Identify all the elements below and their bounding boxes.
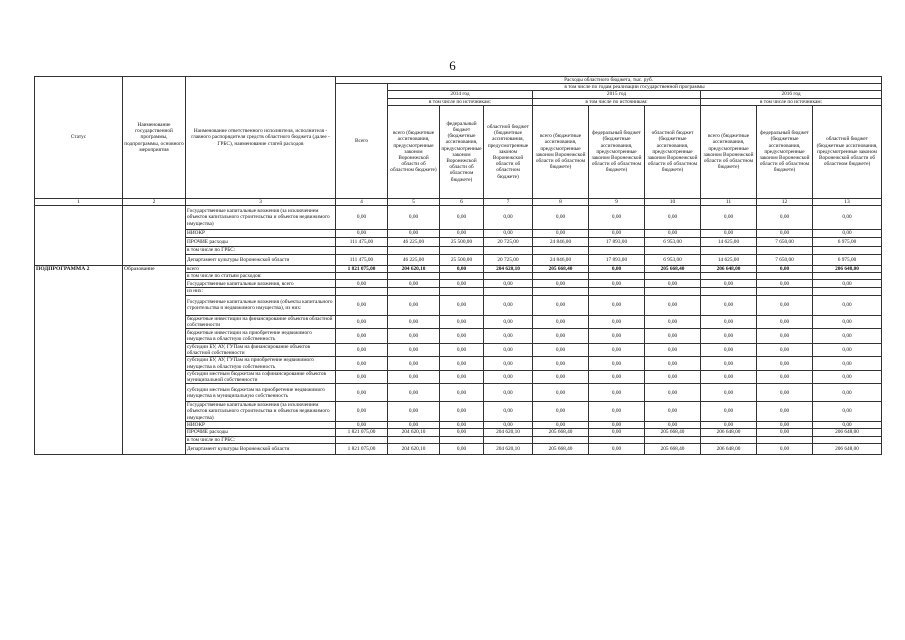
row-value: 0,00 xyxy=(757,266,813,273)
row-value: 0,00 xyxy=(645,357,701,370)
row-value: 0,00 xyxy=(589,266,645,273)
row-value: 0,00 xyxy=(336,329,388,344)
row-value: 0,00 xyxy=(813,280,882,288)
row-value: 0,00 xyxy=(336,402,388,422)
row-value: 0,00 xyxy=(484,315,533,328)
row-value: 6 953,00 xyxy=(645,238,701,247)
subprogram-name: Образование xyxy=(123,266,186,455)
row-value: 0,00 xyxy=(533,370,589,383)
row-value: 0,00 xyxy=(813,230,882,238)
header-federal-2014: федеральный бюджет (бюджетные ассигнования, предусмотренные законом Воронежской области об областном бюджете) xyxy=(440,105,484,198)
row-value: 0,00 xyxy=(440,444,484,455)
header-expenses: Расходы областного бюджета, тыс. руб. xyxy=(336,77,882,84)
header-all-2016: всего (бюджетные ассигнования, предусмотренные законом Воронежской области об областном бюджете) xyxy=(701,105,757,198)
row-value xyxy=(813,288,882,295)
row-value: 0,00 xyxy=(533,206,589,230)
row-value: 0,00 xyxy=(757,315,813,328)
row-value: 0,00 xyxy=(484,357,533,370)
row-value: 206 648,00 xyxy=(813,444,882,455)
row-value: 0,00 xyxy=(589,402,645,422)
row-value: 0,00 xyxy=(589,329,645,344)
row-value xyxy=(336,247,388,255)
row-value xyxy=(813,273,882,280)
row-value: 111 475,00 xyxy=(336,255,388,266)
row-value xyxy=(813,247,882,255)
row-value: 1 821 075,00 xyxy=(336,444,388,455)
row-value: 205 668,40 xyxy=(533,429,589,437)
row-value: 205 668,40 xyxy=(533,444,589,455)
row-value: 0,00 xyxy=(533,230,589,238)
row-value: 0,00 xyxy=(336,357,388,370)
row-value: 0,00 xyxy=(645,370,701,383)
column-number: 6 xyxy=(440,198,484,205)
row-value: 204 620,10 xyxy=(484,266,533,273)
empty-status-cell xyxy=(35,206,123,266)
header-by-years: в том числе по годам реализации государственной программы xyxy=(388,84,882,91)
row-value: 0,00 xyxy=(701,384,757,402)
row-value: 0,00 xyxy=(701,421,757,428)
header-regional-2016: областной бюджет (бюджетные ассигнования, предусмотренные законом Воронежской области об областном бюджете) xyxy=(813,105,882,198)
row-value xyxy=(484,288,533,295)
row-label: ПРОЧИЕ расходы xyxy=(186,238,336,247)
row-value xyxy=(440,247,484,255)
row-label: субсидии БУ, АУ, ГУПам на приобретение недвижимого имущества в областную собственность xyxy=(186,357,336,370)
row-value: 0,00 xyxy=(813,384,882,402)
column-number: 2 xyxy=(123,198,186,205)
row-value: 0,00 xyxy=(589,357,645,370)
header-all-2015: всего (бюджетные ассигнования, предусмотренные законом Воронежской области об областном бюджете) xyxy=(533,105,589,198)
header-year-2015: 2015 год xyxy=(533,91,701,98)
row-value: 0,00 xyxy=(645,402,701,422)
row-value: 0,00 xyxy=(388,329,440,344)
row-value: 46 225,00 xyxy=(388,238,440,247)
row-value xyxy=(533,273,589,280)
row-value: 0,00 xyxy=(336,384,388,402)
row-value: 0,00 xyxy=(388,315,440,328)
row-value: 0,00 xyxy=(388,402,440,422)
row-value xyxy=(589,288,645,295)
row-value: 0,00 xyxy=(757,295,813,315)
row-value xyxy=(701,247,757,255)
row-value: 0,00 xyxy=(589,421,645,428)
row-value: 0,00 xyxy=(336,421,388,428)
row-value xyxy=(533,288,589,295)
row-value: 0,00 xyxy=(533,315,589,328)
header-total: Всего xyxy=(336,84,388,199)
row-value: 0,00 xyxy=(757,357,813,370)
row-value: 24 846,00 xyxy=(533,238,589,247)
column-number: 11 xyxy=(701,198,757,205)
row-value: 0,00 xyxy=(757,230,813,238)
row-value: 0,00 xyxy=(645,315,701,328)
row-value xyxy=(701,437,757,444)
row-value xyxy=(757,437,813,444)
header-sources-2016: в том числе по источникам: xyxy=(701,98,882,105)
row-value: 0,00 xyxy=(533,295,589,315)
row-value: 20 725,00 xyxy=(484,255,533,266)
row-value: 0,00 xyxy=(533,402,589,422)
row-value xyxy=(388,437,440,444)
column-number: 8 xyxy=(533,198,589,205)
row-value xyxy=(388,273,440,280)
header-regional-2015: областной бюджет (бюджетные ассигнования, предусмотренные законом Воронежской области об областном бюджете) xyxy=(645,105,701,198)
row-value: 0,00 xyxy=(757,429,813,437)
row-value xyxy=(645,288,701,295)
row-value: 0,00 xyxy=(645,206,701,230)
row-value: 0,00 xyxy=(589,444,645,455)
row-label: в том числе по статьям расходов: xyxy=(186,273,336,280)
table-body xyxy=(35,77,882,455)
row-value: 0,00 xyxy=(701,280,757,288)
row-value: 0,00 xyxy=(336,370,388,383)
row-value: 0,00 xyxy=(813,344,882,357)
row-value: 206 648,00 xyxy=(701,429,757,437)
row-value xyxy=(336,273,388,280)
row-value: 0,00 xyxy=(388,206,440,230)
row-value: 0,00 xyxy=(813,370,882,383)
row-value: 0,00 xyxy=(645,295,701,315)
row-value: 0,00 xyxy=(484,206,533,230)
row-value xyxy=(484,247,533,255)
row-value xyxy=(757,247,813,255)
row-value: 205 668,40 xyxy=(645,429,701,437)
column-number: 12 xyxy=(757,198,813,205)
row-value: 0,00 xyxy=(589,384,645,402)
row-value: 0,00 xyxy=(336,206,388,230)
row-value xyxy=(701,273,757,280)
row-value xyxy=(645,437,701,444)
row-value: 0,00 xyxy=(484,402,533,422)
header-status: Статус xyxy=(35,77,123,199)
row-value: 0,00 xyxy=(757,344,813,357)
row-value: 0,00 xyxy=(336,280,388,288)
row-value: 0,00 xyxy=(533,344,589,357)
column-number: 5 xyxy=(388,198,440,205)
row-value: 206 648,00 xyxy=(813,429,882,437)
row-label: субсидии БУ, АУ, ГУПам на финансирование объектов областной собственности xyxy=(186,344,336,357)
row-value: 206 648,00 xyxy=(701,266,757,273)
row-value: 0,00 xyxy=(645,421,701,428)
row-value: 0,00 xyxy=(440,295,484,315)
row-value: 0,00 xyxy=(645,344,701,357)
row-value: 0,00 xyxy=(440,429,484,437)
column-number: 9 xyxy=(589,198,645,205)
row-label: Государственные капитальные вложения (за исключением объектов капитального строительства и объектов недвижимого имущества) xyxy=(186,206,336,230)
row-value: 0,00 xyxy=(484,370,533,383)
row-value: 0,00 xyxy=(440,329,484,344)
row-value: 0,00 xyxy=(589,344,645,357)
row-value: 1 821 075,00 xyxy=(336,429,388,437)
column-number-row xyxy=(35,198,882,205)
row-value: 24 846,00 xyxy=(533,255,589,266)
row-value: 0,00 xyxy=(757,280,813,288)
row-value: 0,00 xyxy=(701,230,757,238)
row-label: бюджетные инвестиции на финансирование объектов областной собственности xyxy=(186,315,336,328)
row-value xyxy=(813,437,882,444)
row-value: 0,00 xyxy=(533,384,589,402)
row-value: 0,00 xyxy=(757,384,813,402)
row-value: 0,00 xyxy=(388,280,440,288)
row-value: 205 668,40 xyxy=(645,266,701,273)
row-value: 0,00 xyxy=(440,315,484,328)
empty-name-cell xyxy=(123,206,186,266)
row-value: 0,00 xyxy=(388,230,440,238)
row-value: 0,00 xyxy=(757,421,813,428)
column-number: 10 xyxy=(645,198,701,205)
row-value: 0,00 xyxy=(701,344,757,357)
row-label: Государственные капитальные вложения (объекты капитального строительства и недвижимого имущества), из них: xyxy=(186,295,336,315)
page-number: 6 xyxy=(449,58,456,73)
row-value: 0,00 xyxy=(701,357,757,370)
row-value: 0,00 xyxy=(388,384,440,402)
column-number: 7 xyxy=(484,198,533,205)
row-value: 0,00 xyxy=(813,315,882,328)
row-value xyxy=(440,437,484,444)
row-value: 0,00 xyxy=(440,421,484,428)
row-value: 204 620,10 xyxy=(484,429,533,437)
row-value: 0,00 xyxy=(440,384,484,402)
row-value xyxy=(645,273,701,280)
row-value: 0,00 xyxy=(701,315,757,328)
row-value: 0,00 xyxy=(336,230,388,238)
row-value: 0,00 xyxy=(440,344,484,357)
row-value xyxy=(388,288,440,295)
row-value: 0,00 xyxy=(645,230,701,238)
row-value: 14 625,00 xyxy=(701,238,757,247)
row-label: из них: xyxy=(186,288,336,295)
row-value xyxy=(645,247,701,255)
row-value: 0,00 xyxy=(440,230,484,238)
row-value: 14 625,00 xyxy=(701,255,757,266)
row-value: 0,00 xyxy=(701,295,757,315)
row-value: 206 648,00 xyxy=(813,266,882,273)
column-number: 13 xyxy=(813,198,882,205)
row-value xyxy=(589,247,645,255)
column-number: 3 xyxy=(186,198,336,205)
row-value: 0,00 xyxy=(484,384,533,402)
row-value: 204 620,10 xyxy=(484,444,533,455)
row-value: 0,00 xyxy=(440,280,484,288)
row-value: 0,00 xyxy=(533,357,589,370)
row-value: 0,00 xyxy=(701,329,757,344)
header-year-2016: 2016 год xyxy=(701,91,882,98)
row-value: 0,00 xyxy=(440,402,484,422)
row-value: 0,00 xyxy=(589,280,645,288)
row-value xyxy=(484,273,533,280)
row-value: 7 650,00 xyxy=(757,238,813,247)
row-label: Департамент культуры Воронежской области xyxy=(186,444,336,455)
row-label: субсидии местным бюджетам на приобретение недвижимого имущества в муниципальную собственность xyxy=(186,384,336,402)
row-value xyxy=(336,437,388,444)
row-value: 0,00 xyxy=(813,421,882,428)
row-value: 0,00 xyxy=(533,280,589,288)
row-value: 0,00 xyxy=(533,329,589,344)
row-value: 0,00 xyxy=(440,266,484,273)
row-value: 0,00 xyxy=(388,370,440,383)
row-value: 0,00 xyxy=(336,315,388,328)
row-value: 0,00 xyxy=(388,421,440,428)
row-value: 205 668,40 xyxy=(645,444,701,455)
header-executor: Наименование ответственного исполнителя, исполнителя - главного распорядителя средств областного бюджета (далее - ГРБС), наименование статей расходов xyxy=(186,77,336,199)
header-sources-2014: в том числе по источникам: xyxy=(388,98,533,105)
row-value: 6 975,00 xyxy=(813,255,882,266)
row-value: 0,00 xyxy=(533,421,589,428)
row-value: 0,00 xyxy=(388,344,440,357)
row-value: 0,00 xyxy=(589,295,645,315)
row-value: 204 620,10 xyxy=(388,429,440,437)
row-label: субсидии местным бюджетам на софинансирование объектов муниципальной собственности xyxy=(186,370,336,383)
row-value: 0,00 xyxy=(440,357,484,370)
row-value: 0,00 xyxy=(701,402,757,422)
row-value: 0,00 xyxy=(813,357,882,370)
row-value: 17 893,00 xyxy=(589,238,645,247)
row-label: Государственные капитальные вложения, всего xyxy=(186,280,336,288)
row-value: 0,00 xyxy=(813,329,882,344)
row-value: 0,00 xyxy=(813,295,882,315)
row-value: 0,00 xyxy=(388,357,440,370)
column-number: 1 xyxy=(35,198,123,205)
row-label: в том числе по ГРБС: xyxy=(186,247,336,255)
table-row xyxy=(35,206,882,230)
row-value: 0,00 xyxy=(645,329,701,344)
row-value: 0,00 xyxy=(645,384,701,402)
row-value: 204 620,10 xyxy=(388,266,440,273)
row-value: 0,00 xyxy=(484,344,533,357)
row-value: 6 975,00 xyxy=(813,238,882,247)
header-all-2014: всего (бюджетные ассигнования, предусмотренные законом Воронежской области об областном бюджете) xyxy=(388,105,440,198)
row-value: 206 648,00 xyxy=(701,444,757,455)
row-value: 0,00 xyxy=(440,206,484,230)
row-label: Департамент культуры Воронежской области xyxy=(186,255,336,266)
row-value: 0,00 xyxy=(336,344,388,357)
row-value: 6 953,00 xyxy=(645,255,701,266)
table-row xyxy=(35,266,882,273)
header-sources-2015: в том числе по источникам: xyxy=(533,98,701,105)
row-value: 0,00 xyxy=(813,402,882,422)
row-value: 204 620,10 xyxy=(388,444,440,455)
row-value: 0,00 xyxy=(757,206,813,230)
row-value xyxy=(440,273,484,280)
row-value: 0,00 xyxy=(336,295,388,315)
row-label: НИОКР xyxy=(186,421,336,428)
budget-table xyxy=(34,76,882,455)
row-value: 0,00 xyxy=(757,444,813,455)
row-value: 1 821 075,00 xyxy=(336,266,388,273)
row-value: 0,00 xyxy=(701,370,757,383)
row-value xyxy=(388,247,440,255)
row-value: 0,00 xyxy=(484,421,533,428)
row-label: НИОКР xyxy=(186,230,336,238)
row-value xyxy=(589,273,645,280)
header-regional-2014: областной бюджет (бюджетные ассигнования, предусмотренные законом Воронежской области об областном бюджете) xyxy=(484,105,533,198)
row-value: 0,00 xyxy=(440,370,484,383)
row-value xyxy=(440,288,484,295)
row-label: Государственные капитальные вложения (за исключением объектов капитального строительства и объектов недвижимого имущества) xyxy=(186,402,336,422)
row-value xyxy=(533,247,589,255)
row-value xyxy=(484,437,533,444)
column-number: 4 xyxy=(336,198,388,205)
row-value: 0,00 xyxy=(484,230,533,238)
header-federal-2016: федеральный бюджет (бюджетные ассигнования, предусмотренные законом Воронежской области об областном бюджете) xyxy=(757,105,813,198)
header-year-2014: 2014 год xyxy=(388,91,533,98)
row-value: 0,00 xyxy=(757,329,813,344)
row-value: 0,00 xyxy=(388,295,440,315)
row-value: 0,00 xyxy=(484,295,533,315)
row-value: 0,00 xyxy=(484,280,533,288)
header-federal-2015: федеральный бюджет (бюджетные ассигнования, предусмотренные законом Воронежской области об областном бюджете) xyxy=(589,105,645,198)
row-value: 46 225,00 xyxy=(388,255,440,266)
row-value: 0,00 xyxy=(813,206,882,230)
row-value: 0,00 xyxy=(589,370,645,383)
header-program-name: Наименование государственной программы, подпрограммы, основного мероприятия xyxy=(123,77,186,199)
row-value xyxy=(757,273,813,280)
row-value: 17 893,00 xyxy=(589,255,645,266)
row-value: 0,00 xyxy=(589,206,645,230)
row-value: 205 668,40 xyxy=(533,266,589,273)
row-value: 20 725,00 xyxy=(484,238,533,247)
row-value: 0,00 xyxy=(484,329,533,344)
row-value: 25 500,00 xyxy=(440,255,484,266)
row-value: 0,00 xyxy=(589,230,645,238)
subprogram-status: ПОДПРОГРАММА 2 xyxy=(35,266,123,455)
row-value: 7 650,00 xyxy=(757,255,813,266)
row-value: 0,00 xyxy=(589,429,645,437)
row-label: всего xyxy=(186,266,336,273)
row-value: 0,00 xyxy=(701,206,757,230)
row-label: ПРОЧИЕ расходы xyxy=(186,429,336,437)
row-value xyxy=(757,288,813,295)
row-value xyxy=(701,288,757,295)
row-value: 25 500,00 xyxy=(440,238,484,247)
row-value: 111 475,00 xyxy=(336,238,388,247)
row-value: 0,00 xyxy=(757,370,813,383)
row-value: 0,00 xyxy=(757,402,813,422)
row-value: 0,00 xyxy=(645,280,701,288)
row-label: в том числе по ГРБС: xyxy=(186,437,336,444)
row-value xyxy=(589,437,645,444)
row-value: 0,00 xyxy=(589,315,645,328)
row-value xyxy=(336,288,388,295)
row-value xyxy=(533,437,589,444)
row-label: бюджетные инвестиции на приобретение недвижимого имущества в областную собственность xyxy=(186,329,336,344)
